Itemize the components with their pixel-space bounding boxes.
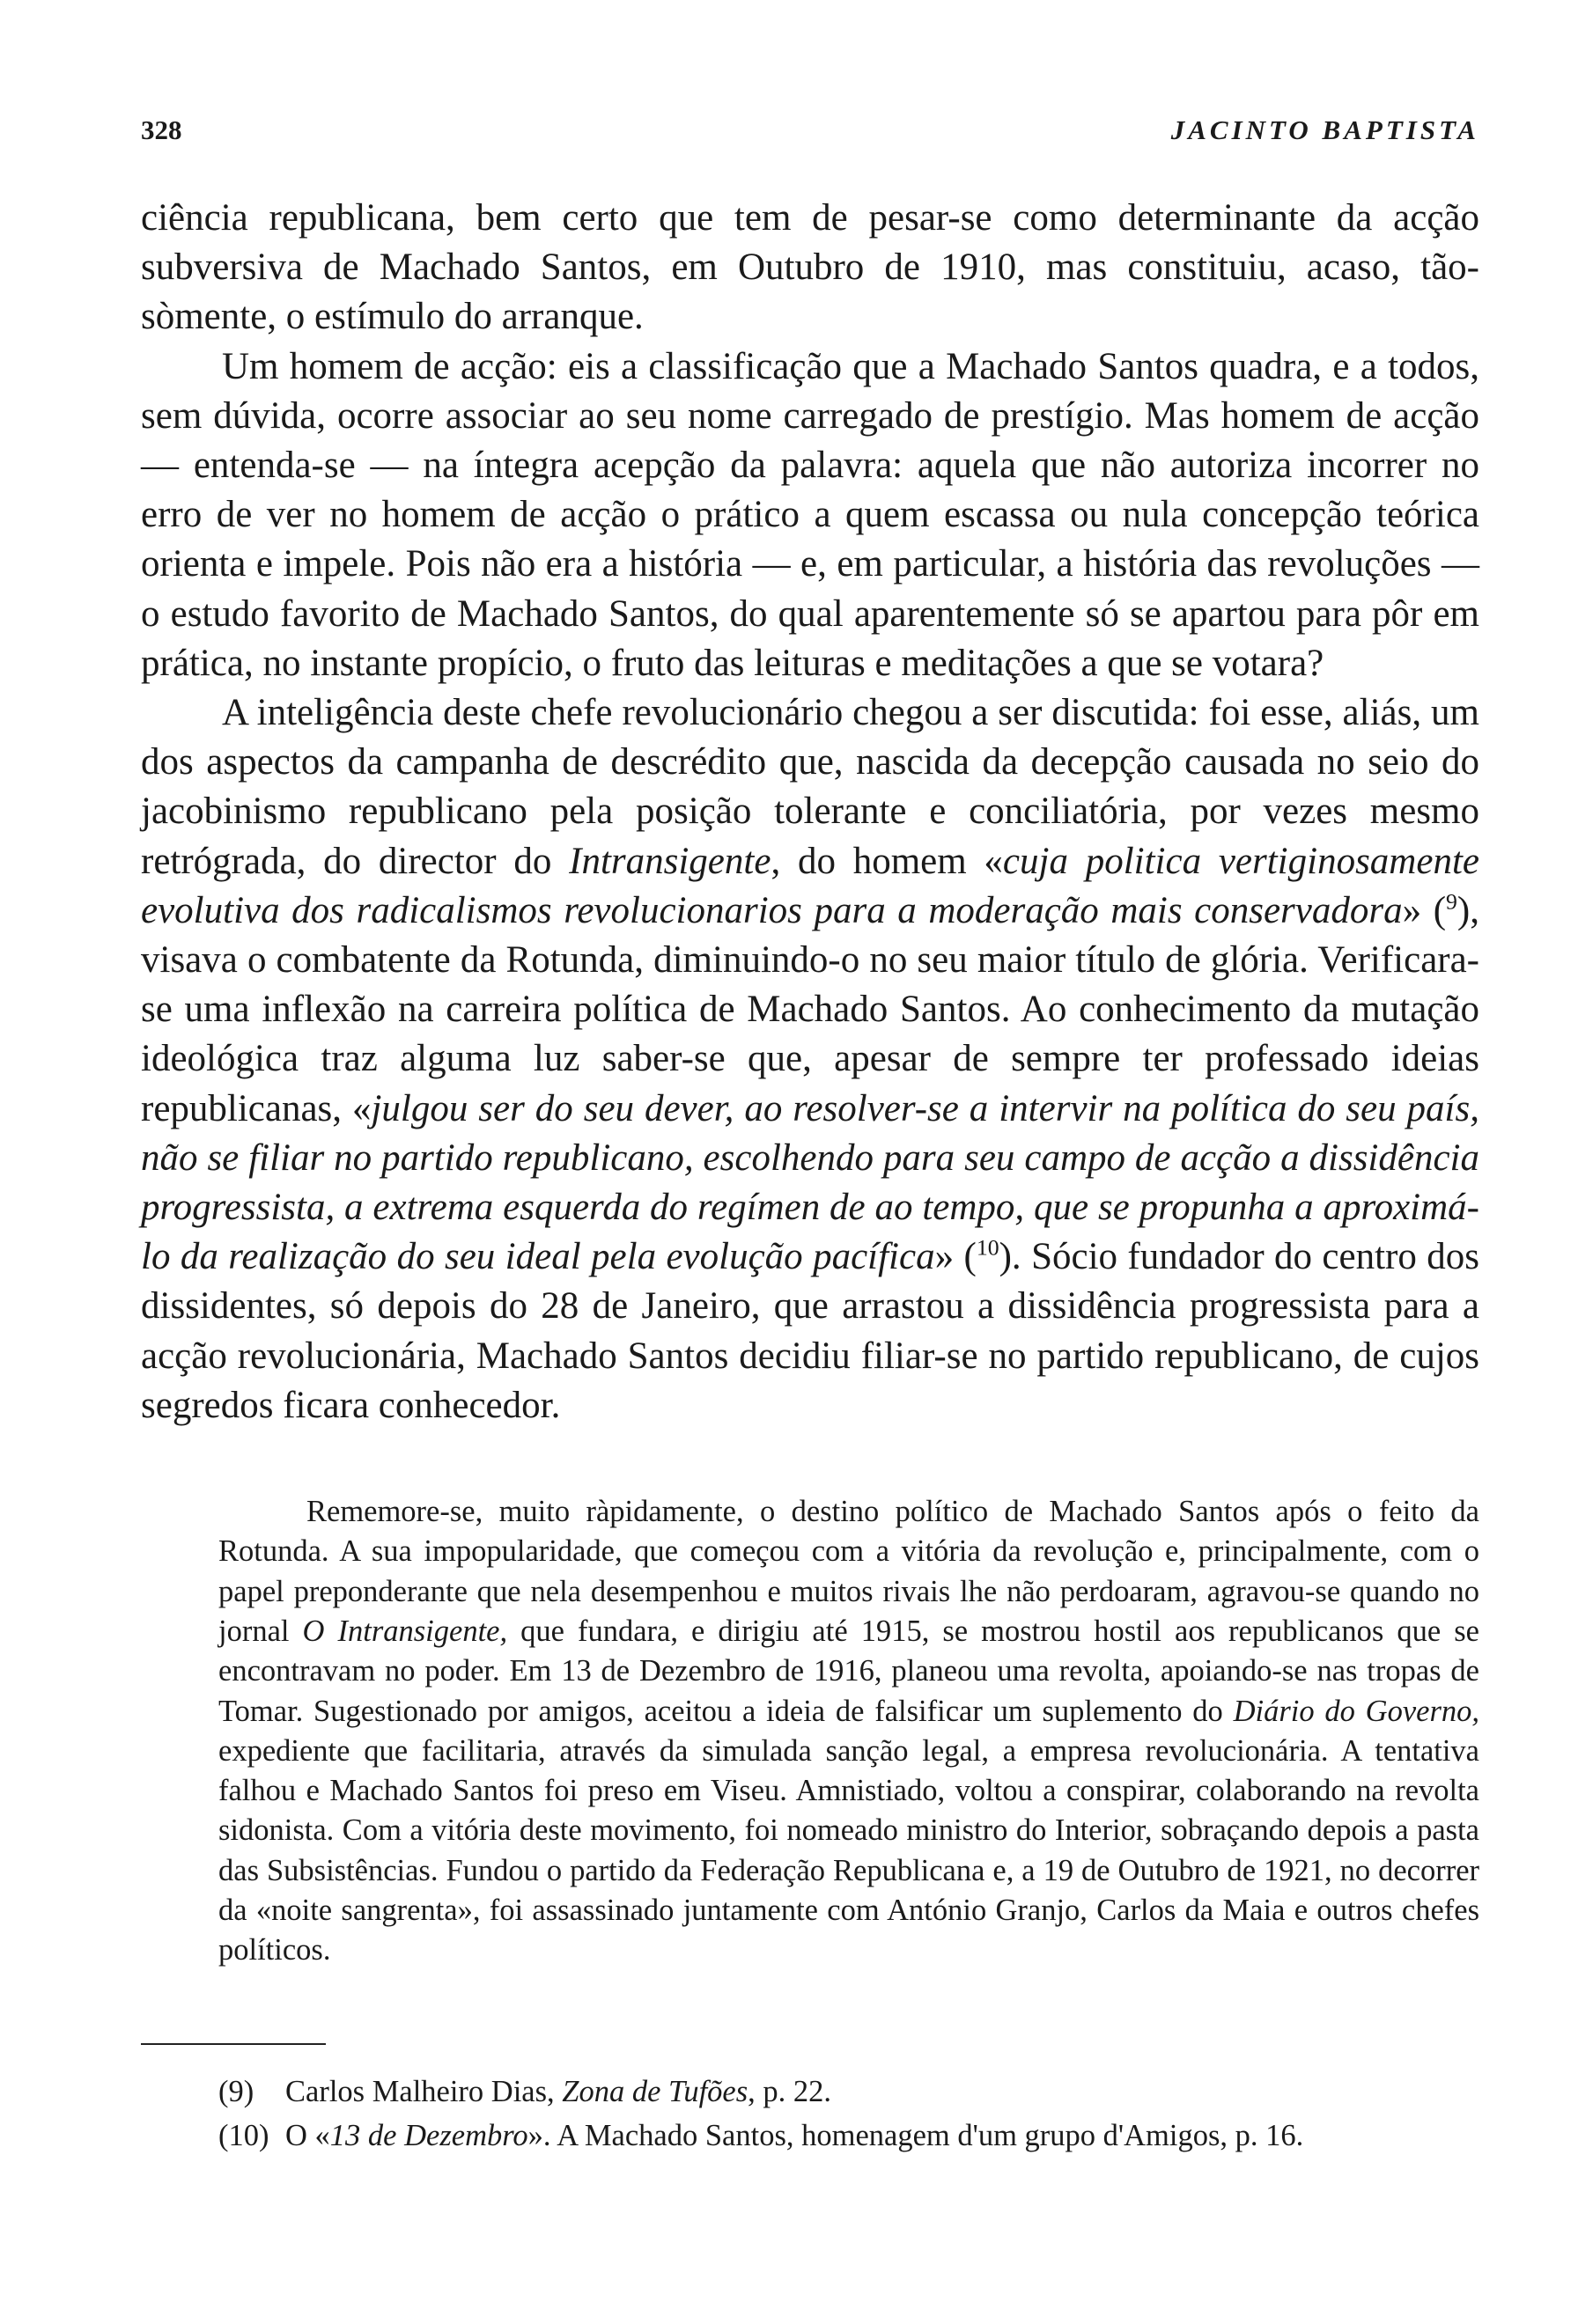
italic-text: Intransigente xyxy=(569,840,771,882)
text-run: Rememore-se, muito ràpidamente, o destino político de Machado Santos após o feito da Rotunda. A sua impopularidade, que começou com a vitória da revolução e, principalmente, com o papel preponderante que nela desempenhou e muitos rivais lhe não perdoaram, agravou-se quando no jornal xyxy=(218,1495,1479,1648)
text-run: A inteligência deste chefe revolucionário chegou a ser discutida: foi esse, aliás, um dos aspectos da campanha de descrédito que, nascida da decepção causada no seio do jacobinismo republicano pela posição tolerante e conciliatória, por vezes mesmo retrógrada, do director do xyxy=(141,692,1479,882)
italic-text: Diário do Governo, xyxy=(1233,1694,1479,1728)
paragraph-2 xyxy=(141,342,1479,688)
italic-text: O Intransigente, xyxy=(302,1614,508,1648)
paragraph-1 xyxy=(141,194,1479,342)
footnote-9 xyxy=(218,2070,1479,2114)
text-run: que fundara, e dirigiu até 1915, se mostrou hostil aos republicanos que se encontravam no poder. Em 13 de Dezembro de 1916, planeou uma revolta, apoiando-se nas tropas de Tomar. Sugestionado por amigos, aceitou a ideia de falsificar um suplemento do xyxy=(218,1614,1479,1728)
text-run: ciência republicana, bem certo que tem de pesar-se como determinante da acção subversiva de Machado Santos, em Outubro de 1910, mas constituiu, acaso, tão-sòmente, o estímulo do arranque. xyxy=(141,197,1479,338)
text-run: » ( xyxy=(934,1236,977,1278)
footnote-mark: (10) xyxy=(218,2118,269,2152)
text-run: ». A Machado Santos, homenagem d'um grupo d'Amigos, p. 16. xyxy=(527,2118,1304,2152)
page-number: 328 xyxy=(141,114,182,145)
text-run: , p. 22. xyxy=(748,2074,832,2108)
running-header xyxy=(141,106,1479,158)
text-run: , do homem « xyxy=(771,840,1003,882)
text-run: ). Sócio fundador do centro dos dissidentes, só depois do 28 de Janeiro, que arrastou a dissidência progressista para a acção revolucionária, Machado Santos decidiu filiar-se no partido republicano, de cujos segredos ficara conhecedor. xyxy=(141,1236,1479,1426)
main-text xyxy=(141,194,1479,1430)
italic-text: cuja politica vertiginosamente evolutiva dos radicalismos revolucionarios para a moderação mais conservadora xyxy=(141,840,1479,931)
italic-text: julgou ser do seu dever, ao resolver-se a intervir na política do seu país, não se filiar no partido republicano, escolhendo para seu campo de acção a dissidência progressista, a extrema esquerda do regímen de ao tempo, que se propunha a aproximá-lo da realização do seu ideal pela evolução pacífica xyxy=(141,1087,1479,1278)
footnote-10 xyxy=(218,2114,1479,2158)
footnote-reference: 9 xyxy=(1446,888,1457,915)
text-run: O « xyxy=(285,2118,330,2152)
text-run: Um homem de acção: eis a classificação que a Machado Santos quadra, e a todos, sem dúvida, ocorre associar ao seu nome carregado de prestígio. Mas homem de acção — entenda-se — na íntegra acepção da palavra: aquela que não autoriza incorrer no erro de ver no homem de acção o prático a quem escassa ou nula concepção teórica orienta e impele. Pois não era a história — e, em particular, a história das revoluções — o estudo favorito de Machado Santos, do qual aparentemente só se apartou para pôr em prática, no instante propício, o fruto das leituras e meditações a que se votara? xyxy=(141,345,1479,684)
italic-text: Zona de Tufões xyxy=(562,2074,748,2108)
footnotes xyxy=(141,2070,1479,2158)
book-page xyxy=(141,106,1479,2158)
footnote-mark: (9) xyxy=(218,2074,254,2108)
text-run: ), visava o combatente da Rotunda, diminuindo-o no seu maior título de glória. Verificara-se uma inflexão na carreira política de Machado Santos. Ao conhecimento da mutação ideológica traz alguma luz saber-se que, apesar de sempre ter professado ideias republicanas, « xyxy=(141,889,1479,1129)
footnote-reference: 10 xyxy=(976,1234,999,1261)
note-paragraph xyxy=(218,1492,1479,1971)
footnote-separator xyxy=(141,2043,326,2045)
note-block xyxy=(141,1492,1479,1971)
paragraph-3 xyxy=(141,688,1479,1430)
text-run: » ( xyxy=(1402,889,1447,931)
footnote-text xyxy=(285,2114,1303,2158)
italic-text: 13 de Dezembro xyxy=(329,2118,528,2152)
running-title: JACINTO BAPTISTA xyxy=(1170,114,1479,145)
footnote-text xyxy=(285,2070,831,2114)
text-run: expediente que facilitaria, através da simulada sanção legal, a empresa revolucionária. A tentativa falhou e Machado Santos foi preso em Viseu. Amnistiado, voltou a conspirar, colaborando na revolta sidonista. Com a vitória deste movimento, foi nomeado ministro do Interior, sobraçando depois a pasta das Subsistências. Fundou o partido da Federação Republicana e, a 19 de Outubro de 1921, no decorrer da «noite sangrenta», foi assassinado juntamente com António Granjo, Carlos da Maia e outros chefes políticos. xyxy=(218,1733,1479,1967)
text-run: Carlos Malheiro Dias, xyxy=(285,2074,563,2108)
